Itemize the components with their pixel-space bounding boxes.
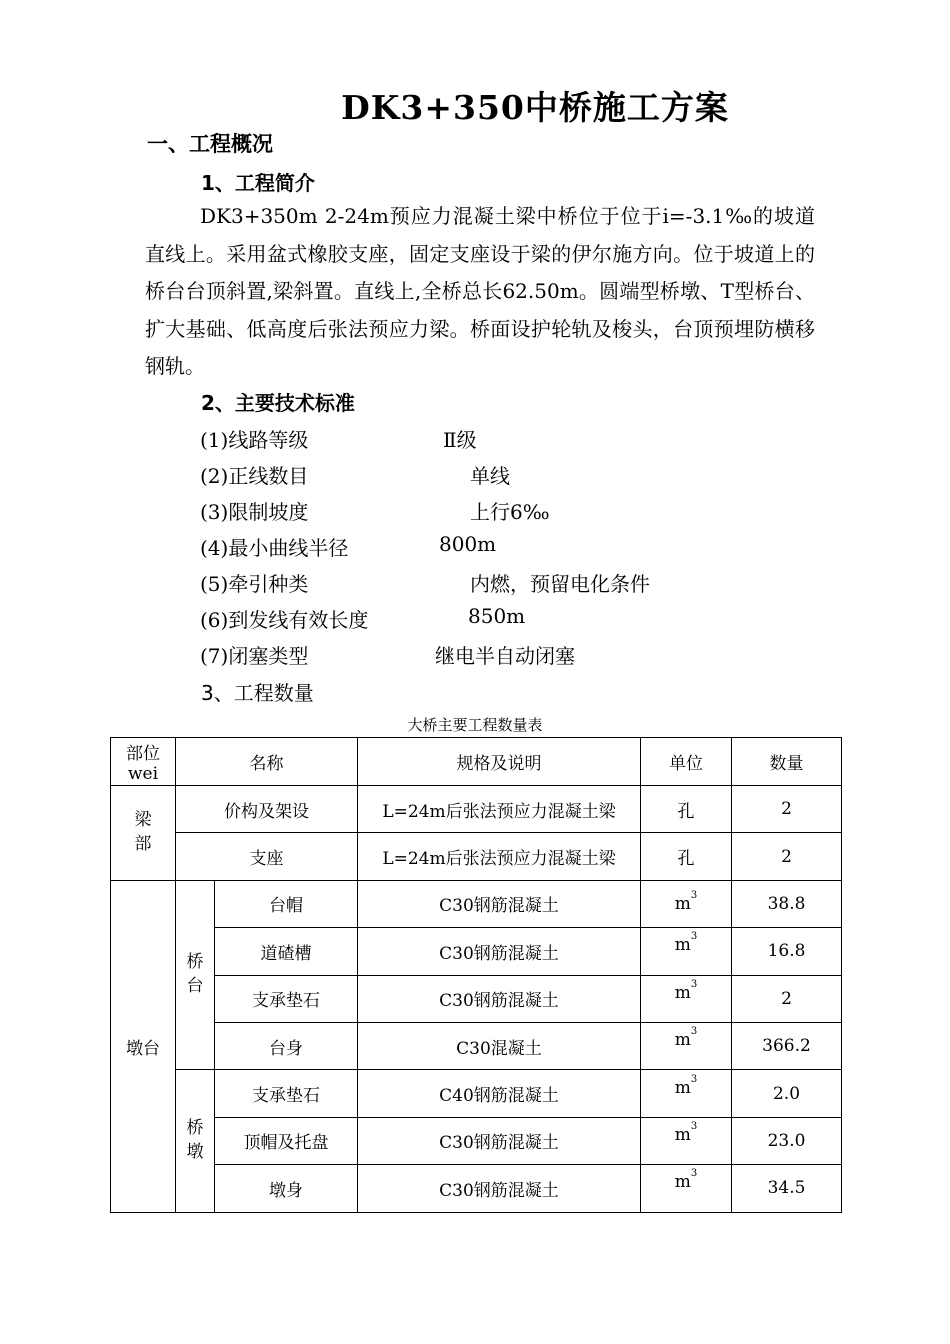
cell-unit: $m^3$ bbox=[641, 880, 732, 927]
cell-spec: L=24m后张法预应力混凝土梁 bbox=[358, 833, 641, 880]
standard-value: 850m bbox=[468, 604, 526, 628]
cell-name: 台帽 bbox=[215, 880, 358, 927]
table-row bbox=[111, 786, 842, 833]
cell-unit: $m^3$ bbox=[641, 1070, 732, 1117]
table-row bbox=[111, 880, 842, 927]
cell-spec: C40钢筋混凝土 bbox=[358, 1070, 641, 1117]
table-header-row bbox=[111, 738, 842, 786]
intro-paragraph: DK3+350m 2-24m预应力混凝土梁中桥位于位于i=-3.1‰的坡道直线上。采用盆式橡胶支座，固定支座设于梁的伊尔施方向。位于坡道上的桥台台顶斜置,梁斜置。直线上,全桥总长62.50m。圆端型桥墩、T型桥台、扩大基础、低高度后张法预应力梁。桥面设护轮轨及梭头，台顶预埋防横移钢轨。 bbox=[145, 204, 815, 378]
standard-key: (5)牵引种类 bbox=[200, 572, 309, 596]
cell-spec: C30混凝土 bbox=[358, 1022, 641, 1069]
table-row bbox=[111, 1117, 842, 1164]
cell-unit: $m^3$ bbox=[641, 1117, 732, 1164]
cell-name: 墩身 bbox=[215, 1165, 358, 1212]
cell-spec: L=24m后张法预应力混凝土梁 bbox=[358, 786, 641, 833]
cell-unit: $m^3$ bbox=[641, 928, 732, 975]
group-beam: 梁部 bbox=[111, 786, 176, 881]
subheading-quantities: 3、工程数量 bbox=[201, 681, 314, 705]
table-row bbox=[111, 833, 842, 880]
cell-name: 支座 bbox=[176, 833, 358, 880]
header-unit: 单位 bbox=[641, 738, 732, 786]
standard-key: (2)正线数目 bbox=[200, 464, 309, 488]
cell-qty: 2 bbox=[732, 786, 842, 833]
cell-spec: C30钢筋混凝土 bbox=[358, 928, 641, 975]
table-row bbox=[111, 1022, 842, 1069]
cell-qty: 366.2 bbox=[732, 1022, 842, 1069]
cell-unit: 孔 bbox=[641, 833, 732, 880]
header-part-line2: wei bbox=[127, 764, 159, 784]
cell-spec: C30钢筋混凝土 bbox=[358, 880, 641, 927]
cell-name: 道碴槽 bbox=[215, 928, 358, 975]
section-heading-overview: 一、工程概况 bbox=[147, 132, 273, 156]
standard-item bbox=[200, 640, 575, 669]
subgroup-abutment: 桥台 bbox=[176, 880, 215, 1070]
table-row bbox=[111, 928, 842, 975]
standard-item bbox=[200, 496, 550, 525]
standard-value: 800m bbox=[439, 532, 497, 556]
group-pier-abutment: 墩台 bbox=[111, 880, 176, 1212]
standard-item bbox=[200, 532, 497, 561]
table-caption: 大桥主要工程数量表 bbox=[407, 716, 543, 734]
cell-qty: 34.5 bbox=[732, 1165, 842, 1212]
standard-key: (1)线路等级 bbox=[200, 428, 309, 452]
standard-item bbox=[200, 460, 510, 489]
subheading-intro: 1、工程简介 bbox=[201, 171, 315, 195]
standard-value: 上行6‰ bbox=[470, 500, 550, 524]
standard-key: (3)限制坡度 bbox=[200, 500, 309, 524]
subgroup-pier: 桥墩 bbox=[176, 1070, 215, 1212]
cell-unit: $m^3$ bbox=[641, 1022, 732, 1069]
cell-qty: 2.0 bbox=[732, 1070, 842, 1117]
header-spec: 规格及说明 bbox=[358, 738, 641, 786]
quantity-table bbox=[110, 737, 842, 1213]
table-row bbox=[111, 1165, 842, 1212]
standard-key: (4)最小曲线半径 bbox=[200, 536, 349, 560]
cell-unit: $m^3$ bbox=[641, 1165, 732, 1212]
cell-qty: 23.0 bbox=[732, 1117, 842, 1164]
table-row bbox=[111, 1070, 842, 1117]
standard-key: (6)到发线有效长度 bbox=[200, 608, 369, 632]
standard-value: 继电半自动闭塞 bbox=[435, 644, 575, 668]
cell-spec: C30钢筋混凝土 bbox=[358, 975, 641, 1022]
cell-unit: 孔 bbox=[641, 786, 732, 833]
cell-spec: C30钢筋混凝土 bbox=[358, 1165, 641, 1212]
standard-item bbox=[200, 568, 650, 597]
standard-item bbox=[200, 424, 477, 453]
standard-item bbox=[200, 604, 526, 633]
table-row bbox=[111, 975, 842, 1022]
document-title: DK3+350中桥施工方案 bbox=[341, 88, 729, 127]
cell-name: 顶帽及托盘 bbox=[215, 1117, 358, 1164]
cell-qty: 2 bbox=[732, 975, 842, 1022]
cell-name: 支承垫石 bbox=[215, 975, 358, 1022]
cell-spec: C30钢筋混凝土 bbox=[358, 1117, 641, 1164]
subheading-standards: 2、主要技术标准 bbox=[201, 391, 355, 415]
cell-name: 支承垫石 bbox=[215, 1070, 358, 1117]
header-name: 名称 bbox=[176, 738, 358, 786]
cell-qty: 16.8 bbox=[732, 928, 842, 975]
standard-key: (7)闭塞类型 bbox=[200, 644, 309, 668]
cell-unit: $m^3$ bbox=[641, 975, 732, 1022]
cell-qty: 38.8 bbox=[732, 880, 842, 927]
cell-name: 价构及架设 bbox=[176, 786, 358, 833]
header-part-line1: 部位 bbox=[126, 744, 160, 764]
header-qty: 数量 bbox=[732, 738, 842, 786]
standard-value: 单线 bbox=[470, 464, 510, 488]
header-part bbox=[111, 738, 176, 786]
cell-name: 台身 bbox=[215, 1022, 358, 1069]
standard-value: Ⅱ级 bbox=[443, 428, 477, 452]
cell-qty: 2 bbox=[732, 833, 842, 880]
standard-value: 内燃，预留电化条件 bbox=[470, 572, 650, 596]
